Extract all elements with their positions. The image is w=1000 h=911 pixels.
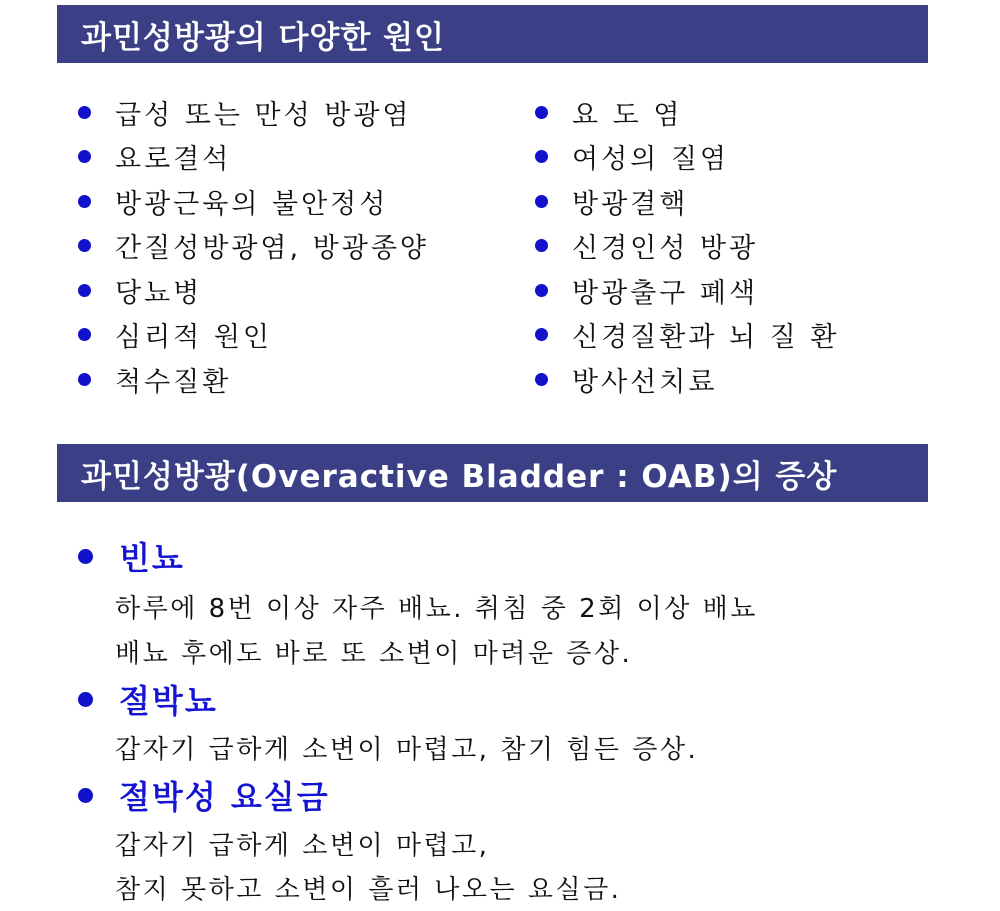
- cause-label: 요로결석: [115, 144, 232, 176]
- cause-label: 여성의 질염: [572, 144, 729, 176]
- symptom-name: 절박뇨: [119, 682, 218, 720]
- cause-label: 척수질환: [115, 366, 232, 398]
- cause-item: [535, 313, 839, 358]
- cause-item: [535, 357, 839, 402]
- bullet-icon: [535, 239, 548, 252]
- symptoms-section-header: [57, 444, 928, 502]
- bullet-icon: [78, 549, 93, 564]
- cause-item: [535, 135, 839, 180]
- cause-item: [78, 179, 429, 224]
- bullet-icon: [78, 328, 91, 341]
- symptom-description-line: 참지 못하고 소변이 흘러 나오는 요실금.: [115, 875, 622, 905]
- cause-label: 급성 또는 만성 방광염: [115, 99, 412, 131]
- bullet-icon: [535, 195, 548, 208]
- bullet-icon: [78, 373, 91, 386]
- symptom-description-line: 갑자기 급하게 소변이 마렵고, 참기 힘든 증상.: [115, 735, 699, 765]
- symptom-description-line: 배뇨 후에도 바로 또 소변이 마려운 증상.: [115, 639, 633, 669]
- cause-item: [535, 179, 839, 224]
- cause-label: 요 도 염: [572, 99, 683, 131]
- bullet-icon: [535, 284, 548, 297]
- cause-label: 신경인성 방광: [572, 233, 759, 265]
- cause-label: 심리적 원인: [115, 322, 272, 354]
- cause-label: 방사선치료: [572, 366, 718, 398]
- symptom-heading-urgency: [78, 676, 218, 722]
- symptom-heading-frequency: [78, 533, 185, 579]
- symptom-heading-urge-incontinence: [78, 772, 330, 818]
- causes-section-header: [57, 5, 928, 63]
- cause-label: 방광결핵: [572, 188, 689, 220]
- cause-item: [78, 268, 429, 313]
- symptom-description-line: 하루에 8번 이상 자주 배뇨. 취침 중 2회 이상 배뇨: [115, 594, 758, 624]
- cause-item: [535, 90, 839, 135]
- bullet-icon: [78, 150, 91, 163]
- bullet-icon: [78, 106, 91, 119]
- bullet-icon: [78, 239, 91, 252]
- cause-item: [78, 313, 429, 358]
- bullet-icon: [78, 692, 93, 707]
- bullet-icon: [535, 328, 548, 341]
- bullet-icon: [78, 195, 91, 208]
- cause-item: [78, 135, 429, 180]
- symptom-name: 빈뇨: [119, 539, 185, 577]
- causes-section-title: 과민성방광의 다양한 원인: [81, 19, 445, 56]
- symptoms-section-title: 과민성방광(Overactive Bladder : OAB)의 증상: [81, 458, 838, 495]
- cause-label: 간질성방광염, 방광종양: [115, 233, 429, 265]
- bullet-icon: [535, 150, 548, 163]
- cause-label: 신경질환과 뇌 질 환: [572, 322, 840, 354]
- cause-item: [535, 224, 839, 269]
- cause-item: [78, 90, 429, 135]
- bullet-icon: [78, 788, 93, 803]
- cause-item: [535, 268, 839, 313]
- bullet-icon: [78, 284, 91, 297]
- bullet-icon: [535, 106, 548, 119]
- cause-label: 당뇨병: [115, 277, 203, 309]
- symptom-description-line: 갑자기 급하게 소변이 마렵고,: [115, 831, 490, 861]
- cause-label: 방광출구 폐색: [572, 277, 759, 309]
- causes-left-column: [78, 90, 429, 402]
- cause-label: 방광근육의 불안정성: [115, 188, 389, 220]
- symptom-name: 절박성 요실금: [119, 778, 330, 816]
- cause-item: [78, 224, 429, 269]
- cause-item: [78, 357, 429, 402]
- causes-right-column: [535, 90, 839, 402]
- bullet-icon: [535, 373, 548, 386]
